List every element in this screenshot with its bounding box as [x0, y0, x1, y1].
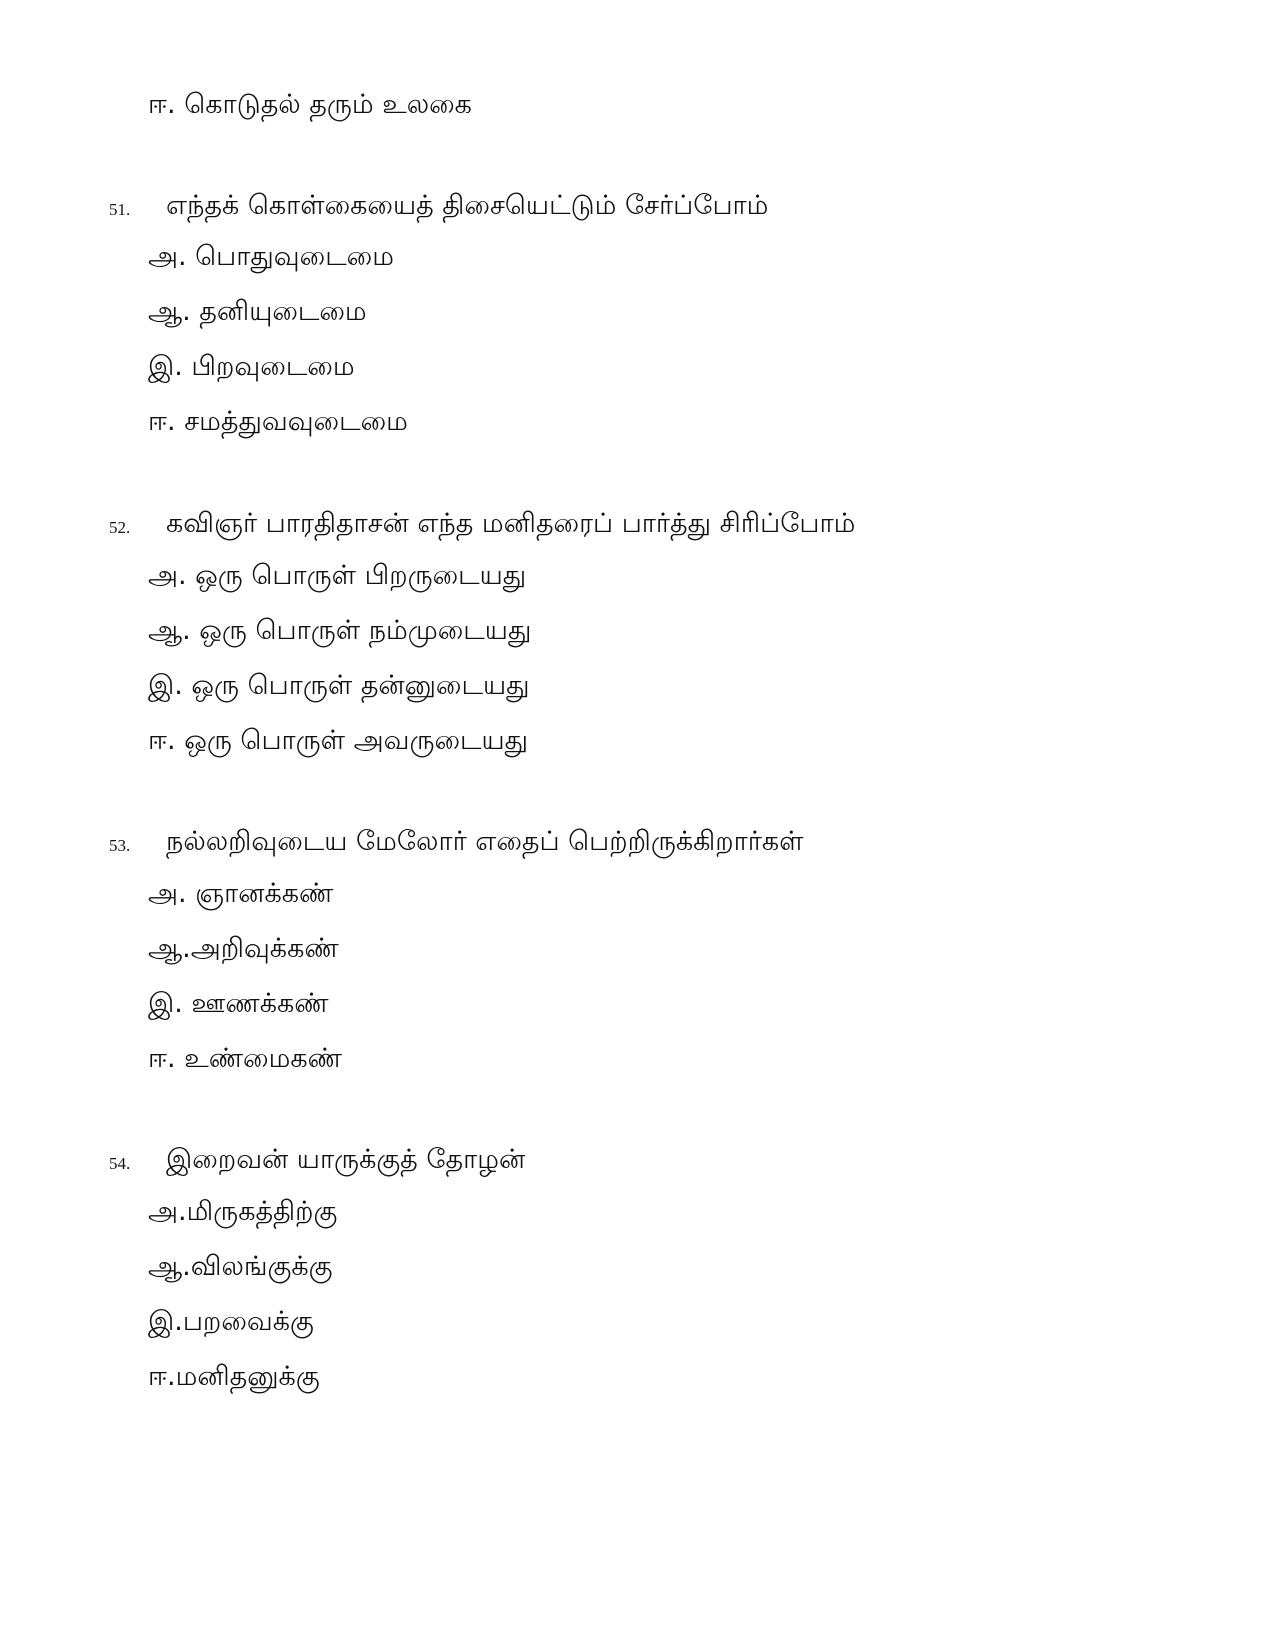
option-b: ஆ.விலங்குக்கு: [148, 1251, 333, 1282]
question-text: இறைவன் யாருக்குத் தோழன்: [166, 1144, 526, 1175]
question-text: எந்தக் கொள்கையைத் திசையெட்டும் சேர்ப்போம்: [166, 190, 769, 221]
option-a: அ.மிருகத்திற்கு: [148, 1196, 338, 1227]
option-a: அ. பொதுவுடைமை: [148, 241, 394, 272]
question-text: கவிஞர் பாரதிதாசன் எந்த மனிதரைப் பார்த்து சிரிப்போம்: [166, 508, 856, 539]
option-d: ஈ. உண்மைகண்: [148, 1043, 342, 1074]
option-c: இ.பறவைக்கு: [148, 1306, 314, 1337]
option-a: அ. ஒரு பொருள் பிறருடையது: [148, 560, 527, 591]
question-number: 53.: [109, 836, 131, 855]
option-b: ஆ.அறிவுக்கண்: [148, 933, 339, 964]
leading-option: ஈ. கொடுதல் தரும் உலகை: [148, 89, 472, 120]
option-b: ஆ. ஒரு பொருள் நம்முடையது: [148, 615, 532, 646]
question-text: நல்லறிவுடைய மேலோர் எதைப் பெற்றிருக்கிறார்கள்: [166, 826, 804, 857]
option-c: இ. பிறவுடைமை: [148, 351, 355, 382]
option-b: ஆ. தனியுடைமை: [148, 296, 367, 327]
option-d: ஈ.மனிதனுக்கு: [148, 1361, 320, 1392]
option-d: ஈ. சமத்துவவுடைமை: [148, 406, 408, 437]
option-a: அ. ஞானக்கண்: [148, 878, 334, 909]
question-number: 52.: [109, 518, 131, 537]
option-c: இ. ஒரு பொருள் தன்னுடையது: [148, 670, 530, 701]
question-number: 54.: [109, 1154, 131, 1173]
option-d: ஈ. ஒரு பொருள் அவருடையது: [148, 725, 529, 756]
question-number: 51.: [109, 200, 131, 219]
option-c: இ. ஊணக்கண்: [148, 988, 329, 1019]
